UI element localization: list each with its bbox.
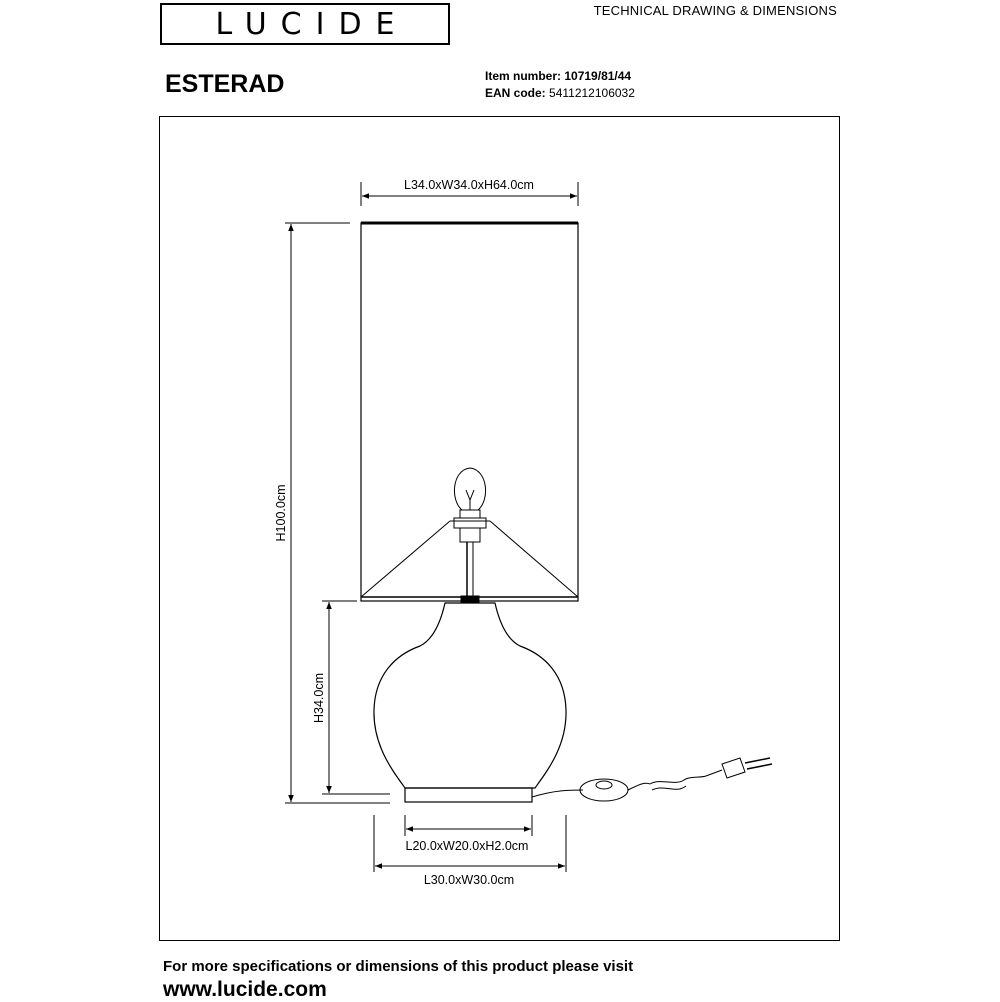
ean-value: 5411212106032 <box>549 86 635 100</box>
lamp-shade <box>361 223 578 601</box>
footer-website-link[interactable]: www.lucide.com <box>163 978 327 1001</box>
base-height-dimension <box>312 601 390 794</box>
total-height-label: H100.0cm <box>274 484 288 542</box>
document-type: TECHNICAL DRAWING & DIMENSIONS <box>593 3 837 18</box>
foot-dimension <box>405 815 532 853</box>
footer-note: For more specifications or dimensions of this product please visit <box>163 958 634 975</box>
foot-dimension-label: L20.0xW20.0xH2.0cm <box>405 839 529 853</box>
brand-logo-text: LUCIDE <box>215 6 409 42</box>
lamp-base <box>374 603 566 802</box>
power-cord <box>532 758 772 801</box>
shade-dimension-label: L34.0xW34.0xH64.0cm <box>404 178 534 192</box>
item-number-value: 10719/81/44 <box>564 69 632 83</box>
total-height-dimension <box>274 223 390 803</box>
base-height-label: H34.0cm <box>312 672 326 724</box>
item-number-label: Item number: <box>485 69 562 83</box>
ean-label: EAN code: <box>485 86 546 100</box>
shade-dimension <box>361 178 578 206</box>
product-name: ESTERAD <box>165 70 285 98</box>
footprint-dimension-label: L30.0xW30.0cm <box>423 873 515 887</box>
bulb-icon <box>454 468 486 602</box>
